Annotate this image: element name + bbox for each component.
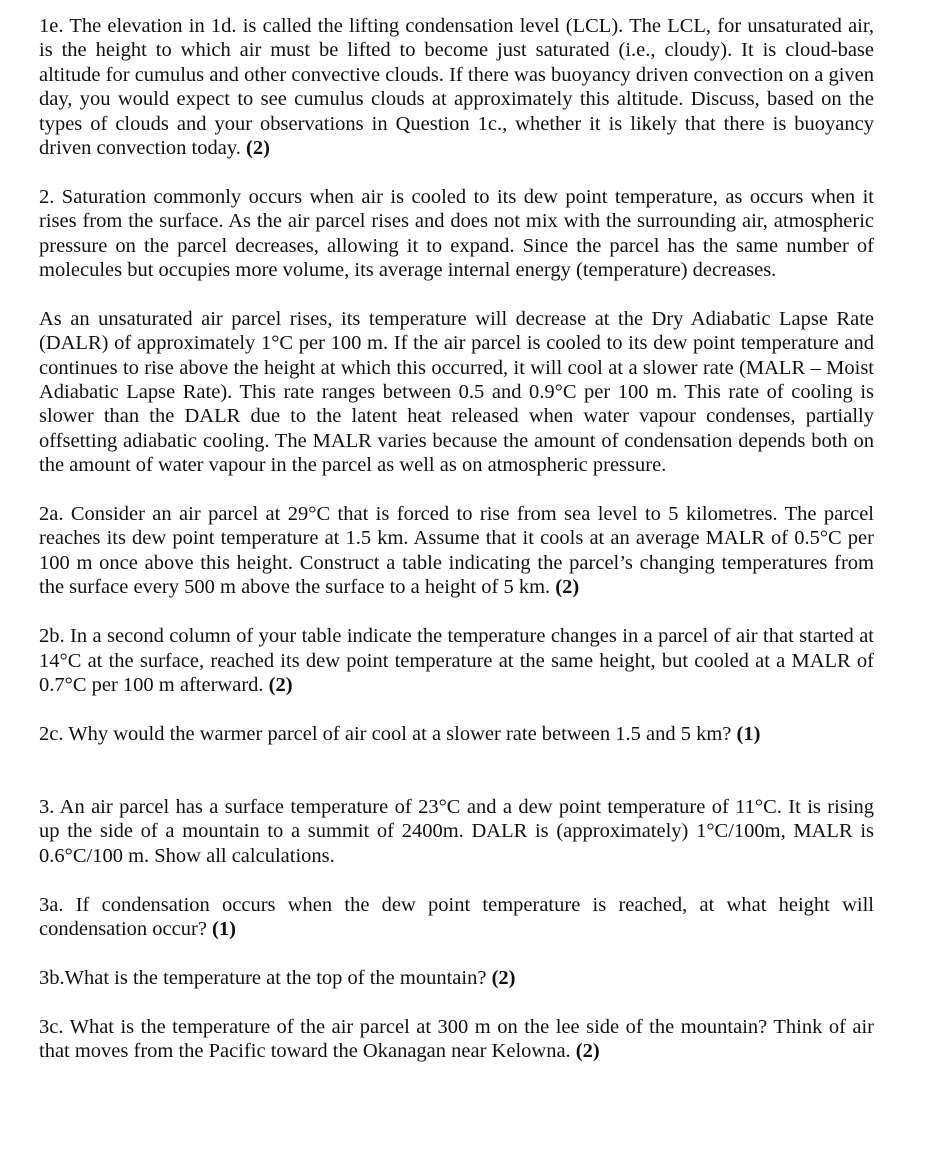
paragraph-gap xyxy=(39,868,874,892)
points-label: (2) xyxy=(246,137,270,160)
paragraph-3a xyxy=(39,893,874,942)
paragraph-gap xyxy=(39,990,874,1014)
paragraph-gap xyxy=(39,697,874,721)
paragraph-text: 2. Saturation commonly occurs when air is cooled to its dew point temperature, as occurs when it rises from the surface. As the air parcel rises and does not mix with the surrounding air, atmospheric pressure on the parcel decreases, allowing it to expand. Since the parcel has the same number of molecules but occupies more volume, its average internal energy (temperature) decreases. xyxy=(39,185,874,282)
paragraph-gap xyxy=(39,282,874,306)
paragraph-lapse-rate xyxy=(39,307,874,478)
points-label: (2) xyxy=(268,673,293,696)
points-label: (2) xyxy=(491,966,516,989)
points-label: (1) xyxy=(736,722,761,745)
points-label: (2) xyxy=(555,576,580,599)
paragraph-text: 3b.What is the temperature at the top of the mountain? xyxy=(39,966,487,989)
paragraph-text: 2b. In a second column of your table indicate the temperature changes in a parcel of air that started at 14°C at the surface, reached its dew point temperature at the same height, but cooled at a MALR of 0.7°C per 100 m afterward. xyxy=(39,625,874,696)
paragraph-gap xyxy=(39,941,874,965)
paragraph-text: 2a. Consider an air parcel at 29°C that is forced to rise from sea level to 5 kilometres. The parcel reaches its dew point temperature at 1.5 km. Assume that it cools at an average MALR of 0.5°C per 100 m once above this height. Construct a table indicating the parcel’s changing temperatures from the surface every 500 m above the surface to a height of 5 km. xyxy=(39,503,874,599)
paragraph-3c xyxy=(39,1015,874,1064)
document-page xyxy=(39,14,874,1063)
paragraph-gap xyxy=(39,478,874,502)
points-label: (1) xyxy=(212,917,236,940)
paragraph-text: 3. An air parcel has a surface temperature of 23°C and a dew point temperature of 11°C. It is rising up the side of a mountain to a summit of 2400m. DALR is (approximately) 1°C/100m, MALR is 0.6°C/100 m. Show all calculations. xyxy=(39,795,874,867)
paragraph-1e xyxy=(39,14,874,160)
paragraph-3b xyxy=(39,966,874,990)
paragraph-gap xyxy=(39,600,874,624)
paragraph-2c xyxy=(39,722,874,746)
paragraph-gap xyxy=(39,160,874,184)
paragraph-3 xyxy=(39,795,874,868)
paragraph-text: As an unsaturated air parcel rises, its temperature will decrease at the Dry Adiabatic Lapse Rate (DALR) of approximately 1°C per 100 m. If the air parcel is cooled to its dew point temperature and continues to rise above the height at which this occurred, it will cool at a slower rate (MALR – Moist Adiabatic Lapse Rate). This rate ranges between 0.5 and 0.9°C per 100 m. This rate of cooling is slower than the DALR due to the latent heat released when water vapour condenses, partially offsetting adiabatic cooling. The MALR varies because the amount of condensation depends both on the amount of water vapour in the parcel as well as on atmospheric pressure. xyxy=(39,307,874,477)
paragraph-2a xyxy=(39,502,874,600)
paragraph-text: 3c. What is the temperature of the air parcel at 300 m on the lee side of the mountain? Think of air that moves from the Pacific toward the Okanagan near Kelowna. xyxy=(39,1015,874,1062)
points-label: (2) xyxy=(575,1039,600,1062)
paragraph-text: 1e. The elevation in 1d. is called the lifting condensation level (LCL). The LCL, for unsaturated air, is the height to which air must be lifted to become just saturated (i.e., cloudy). It is cloud-base altitude for cumulus and other convective clouds. If there was buoyancy driven convection on a given day, you would expect to see cumulus clouds at approximately this altitude. Discuss, based on the types of clouds and your observations in Question 1c., whether it is likely that there is buoyancy driven convection today. xyxy=(39,15,874,160)
paragraph-2 xyxy=(39,185,874,283)
paragraph-2b xyxy=(39,624,874,697)
paragraph-text: 2c. Why would the warmer parcel of air cool at a slower rate between 1.5 and 5 km? xyxy=(39,722,732,745)
paragraph-text: 3a. If condensation occurs when the dew point temperature is reached, at what height will condensation occur? xyxy=(39,893,874,940)
paragraph-gap xyxy=(39,746,874,795)
